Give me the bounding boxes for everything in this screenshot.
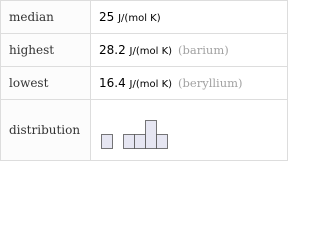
highest-unit: J/(mol K): [129, 46, 173, 57]
median-unit: J/(mol K): [118, 13, 161, 24]
row-value-highest: [91, 34, 288, 67]
histogram-bar: [124, 135, 135, 149]
row-label-median: median: [1, 1, 91, 34]
table-row-median: [1, 1, 288, 34]
histogram-bar: [102, 135, 113, 149]
table-row-highest: [1, 34, 288, 67]
row-label-lowest: lowest: [1, 67, 91, 100]
row-label-distribution: distribution: [1, 100, 91, 161]
histogram-bar: [157, 135, 168, 149]
highest-number: 28.2: [99, 43, 126, 57]
row-value-lowest: [91, 67, 288, 100]
table-row-lowest: [1, 67, 288, 100]
distribution-histogram: [99, 110, 171, 150]
lowest-unit: J/(mol K): [129, 79, 173, 90]
row-label-highest: highest: [1, 34, 91, 67]
lowest-element-note: (beryllium): [178, 76, 243, 90]
lowest-number: 16.4: [99, 76, 126, 90]
table-row-distribution: [1, 100, 288, 161]
histogram-bar: [135, 135, 146, 149]
highest-element-note: (barium): [178, 43, 229, 57]
histogram-bar: [146, 121, 157, 149]
row-value-median: [91, 1, 288, 34]
median-number: 25: [99, 10, 115, 24]
row-value-distribution: [91, 100, 288, 161]
